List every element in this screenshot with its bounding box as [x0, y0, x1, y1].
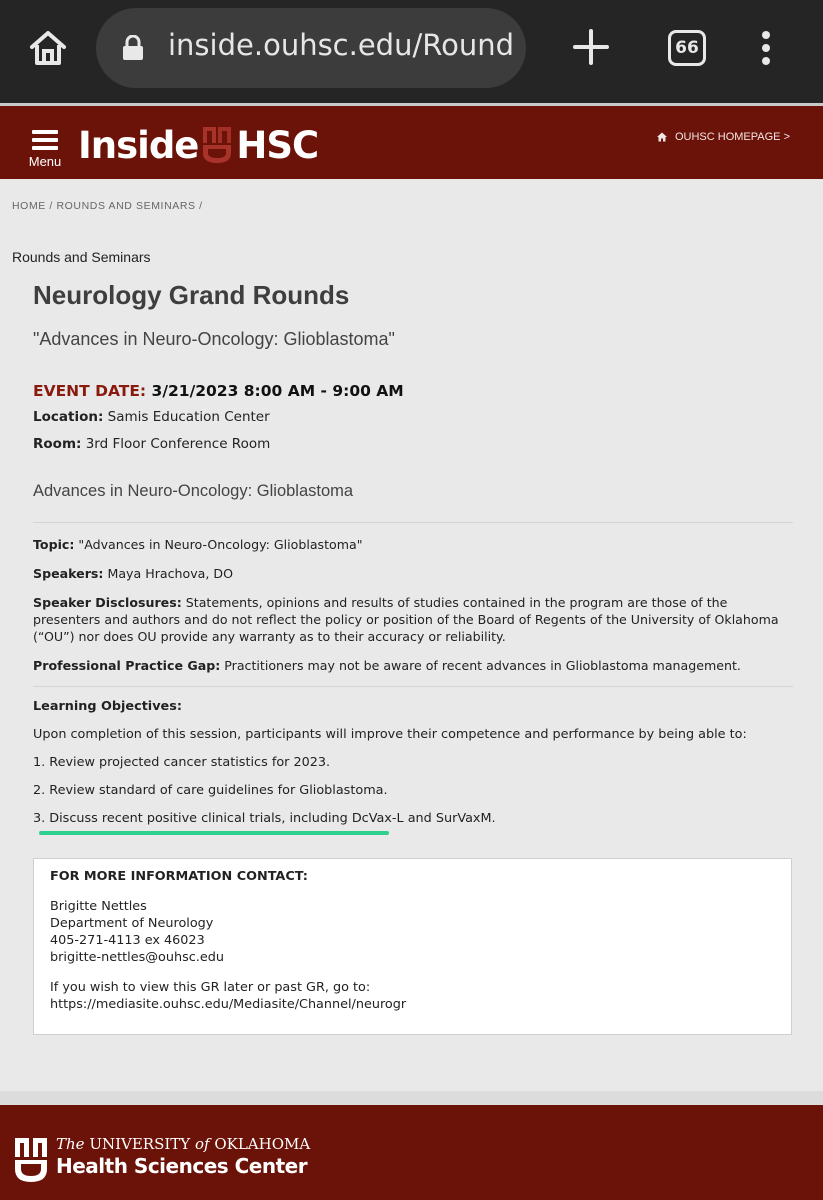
- breadcrumb: [12, 200, 203, 212]
- event-subtitle: "Advances in Neuro-Oncology: Glioblastoma": [33, 329, 395, 349]
- footer-wordmark[interactable]: [56, 1135, 310, 1178]
- brand-hsc: HSC: [236, 123, 319, 167]
- speakers-value: Maya Hrachova, DO: [107, 566, 233, 581]
- footer-the: The: [56, 1135, 90, 1153]
- contact-phone[interactable]: 405-271-4113 ex 46023: [50, 933, 205, 948]
- browser-toolbar: [0, 0, 823, 103]
- homepage-link-label: OUHSC HOMEPAGE >: [674, 131, 790, 143]
- site-header: [0, 106, 823, 179]
- plus-icon[interactable]: [572, 28, 610, 66]
- home-icon[interactable]: [26, 26, 70, 70]
- breadcrumb-separator: /: [45, 200, 57, 212]
- room-line: [33, 436, 793, 452]
- tab-count: 66: [675, 38, 699, 58]
- recording-url[interactable]: https://mediasite.ouhsc.edu/Mediasite/Channel/neurogr: [50, 997, 407, 1012]
- contact-details: [50, 898, 775, 966]
- lock-icon: [122, 35, 144, 61]
- disclosures-line: [33, 594, 793, 645]
- divider: [33, 522, 793, 523]
- practice-gap-label: Professional Practice Gap:: [33, 658, 221, 673]
- url-text[interactable]: inside.ouhsc.edu/Round: [168, 28, 515, 62]
- objective-item: 2. Review standard of care guidelines for Glioblastoma.: [33, 783, 388, 798]
- breadcrumb-rounds[interactable]: ROUNDS AND SEMINARS: [56, 200, 196, 212]
- brand-inside: Inside: [78, 123, 199, 167]
- contact-heading: FOR MORE INFORMATION CONTACT:: [50, 869, 308, 884]
- event-date-value: 3/21/2023 8:00 AM - 9:00 AM: [151, 382, 404, 400]
- recording-note: If you wish to view this GR later or past GR, go to:: [50, 980, 371, 995]
- footer-of: of: [194, 1135, 210, 1153]
- footer-divider: [0, 1091, 823, 1105]
- room-value: 3rd Floor Conference Room: [85, 436, 271, 452]
- footer-university: [56, 1135, 310, 1153]
- event-content: [33, 280, 793, 826]
- section-label: Rounds and Seminars: [12, 249, 151, 265]
- house-icon: [657, 132, 667, 142]
- footer-hsc: Health Sciences Center: [56, 1154, 308, 1178]
- breadcrumb-trail: /: [195, 200, 203, 212]
- objectives-heading-text: Learning Objectives:: [33, 699, 182, 714]
- hamburger-icon: [24, 130, 66, 150]
- location-line: [33, 409, 793, 425]
- location-value: Samis Education Center: [107, 409, 270, 425]
- objectives-intro: Upon completion of this session, participants will improve their competence and performance by being able to:: [33, 727, 747, 742]
- url-bar[interactable]: [96, 8, 526, 88]
- breadcrumb-home[interactable]: HOME: [12, 200, 46, 212]
- event-lead: Advances in Neuro-Oncology: Glioblastoma: [33, 482, 354, 500]
- speakers-line: [33, 565, 793, 582]
- site-logo[interactable]: [78, 122, 318, 168]
- disclosures-label: Speaker Disclosures:: [33, 595, 182, 610]
- divider: [33, 686, 793, 687]
- objectives-heading: [33, 699, 793, 714]
- practice-gap-line: [33, 657, 793, 674]
- recording-info: [50, 979, 775, 1013]
- menu-label: Menu: [28, 154, 62, 169]
- tabs-icon[interactable]: [668, 30, 706, 66]
- practice-gap-value: Practitioners may not be aware of recent advances in Glioblastoma management.: [224, 658, 741, 673]
- ou-logo-icon[interactable]: [12, 1135, 50, 1185]
- ouhsc-homepage-link[interactable]: [657, 131, 790, 143]
- objective-item: [33, 811, 793, 826]
- objective-item: 1. Review projected cancer statistics for 2023.: [33, 755, 331, 770]
- menu-button[interactable]: [24, 130, 66, 176]
- page-title: Neurology Grand Rounds: [33, 280, 350, 310]
- topic-line: [33, 536, 793, 553]
- footer-university-a: UNIVERSITY: [89, 1135, 195, 1153]
- contact-email[interactable]: brigitte-nettles@ouhsc.edu: [50, 950, 224, 965]
- contact-name: Brigitte Nettles: [50, 899, 147, 914]
- footer-university-b: OKLAHOMA: [209, 1135, 311, 1153]
- more-icon[interactable]: [758, 30, 774, 66]
- event-date: [33, 382, 793, 400]
- topic-label: Topic:: [33, 537, 75, 552]
- ou-logo-icon: [199, 123, 235, 167]
- site-footer: [0, 1105, 823, 1200]
- room-label: Room:: [33, 436, 82, 452]
- topic-value: "Advances in Neuro-Oncology: Glioblastoma": [78, 537, 363, 552]
- speakers-label: Speakers:: [33, 566, 104, 581]
- objective-item-text: 3. Discuss recent positive clinical trials, including DcVax-L and SurVaxM.: [33, 811, 496, 826]
- event-date-label: EVENT DATE:: [33, 382, 147, 400]
- highlight-underline: [39, 831, 389, 835]
- location-label: Location:: [33, 409, 104, 425]
- disclosures-value: Statements, opinions and results of studies contained in the program are those of the presenters and authors and do not reflect the policy or position of the Board of Regents of the University of Oklahoma (“OU”) nor does OU provide any warranty as to their accuracy or reliability.: [33, 595, 779, 644]
- contact-box: [33, 858, 792, 1035]
- contact-department: Department of Neurology: [50, 916, 214, 931]
